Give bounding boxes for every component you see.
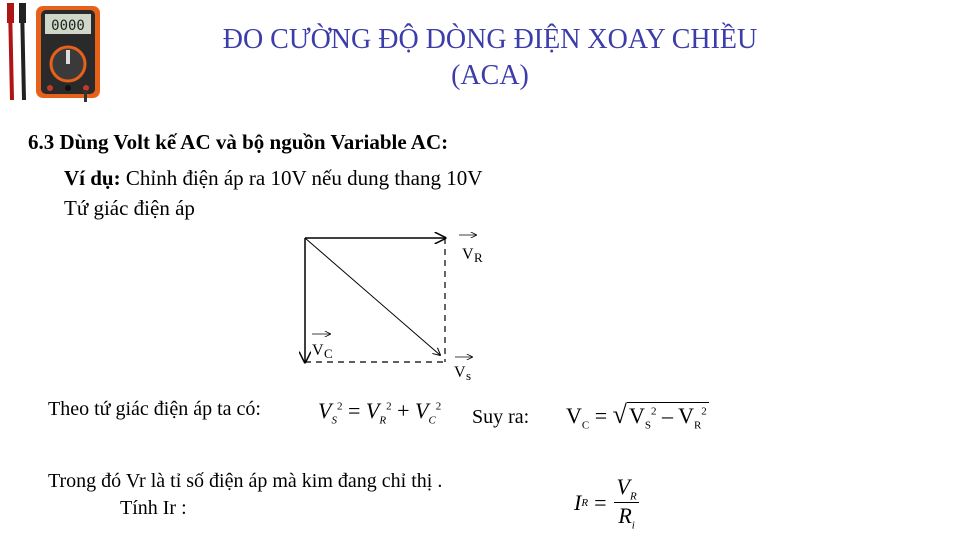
voltage-quadrilateral-diagram	[290, 225, 500, 385]
example-line	[64, 166, 482, 191]
label-vs	[454, 357, 472, 383]
title-line-2: (ACA)	[451, 60, 529, 91]
quad-label: Tứ giác điện áp	[64, 196, 195, 220]
example-text: Chỉnh điện áp ra 10V nếu dung thang 10V	[120, 166, 483, 190]
multimeter-icon	[0, 0, 110, 110]
compute-text: Tính Ir :	[120, 497, 187, 519]
svg-text:0000: 0000	[51, 18, 85, 34]
svg-text:V: V	[462, 246, 474, 263]
sqrt-icon: √	[612, 400, 627, 429]
label-vc	[312, 334, 333, 361]
example-label: Ví dụ:	[64, 166, 121, 190]
title-line-1: ĐO CƯỜNG ĐỘ DÒNG ĐIỆN XOAY CHIỀU	[222, 24, 758, 55]
from-quad-text: Theo tứ giác điện áp ta có:	[48, 398, 261, 420]
vector-vs-line	[305, 238, 440, 355]
then-label: Suy ra:	[472, 406, 530, 428]
slide-title	[150, 22, 830, 94]
formula-ir: I R = $\frac{V_R}{R_i}$	[574, 474, 637, 532]
svg-text:V: V	[454, 364, 466, 381]
formula-vs-squared: $V_S^2 = V_R^2 + V_C^2$	[318, 398, 442, 427]
section-heading: 6.3 Dùng Volt kế AC và bộ nguồn Variable AC:	[28, 130, 449, 154]
formula-vc-root: $V_C = √V_S^2 - V_R^2$	[566, 400, 707, 432]
svg-text:s: s	[466, 368, 472, 383]
svg-text:V: V	[312, 342, 324, 359]
where-text: Trong đó Vr là tỉ số điện áp mà kim đang chỉ thị .	[48, 470, 443, 492]
svg-text:C: C	[324, 346, 333, 361]
label-vr	[459, 235, 483, 265]
svg-text:R: R	[474, 250, 483, 265]
